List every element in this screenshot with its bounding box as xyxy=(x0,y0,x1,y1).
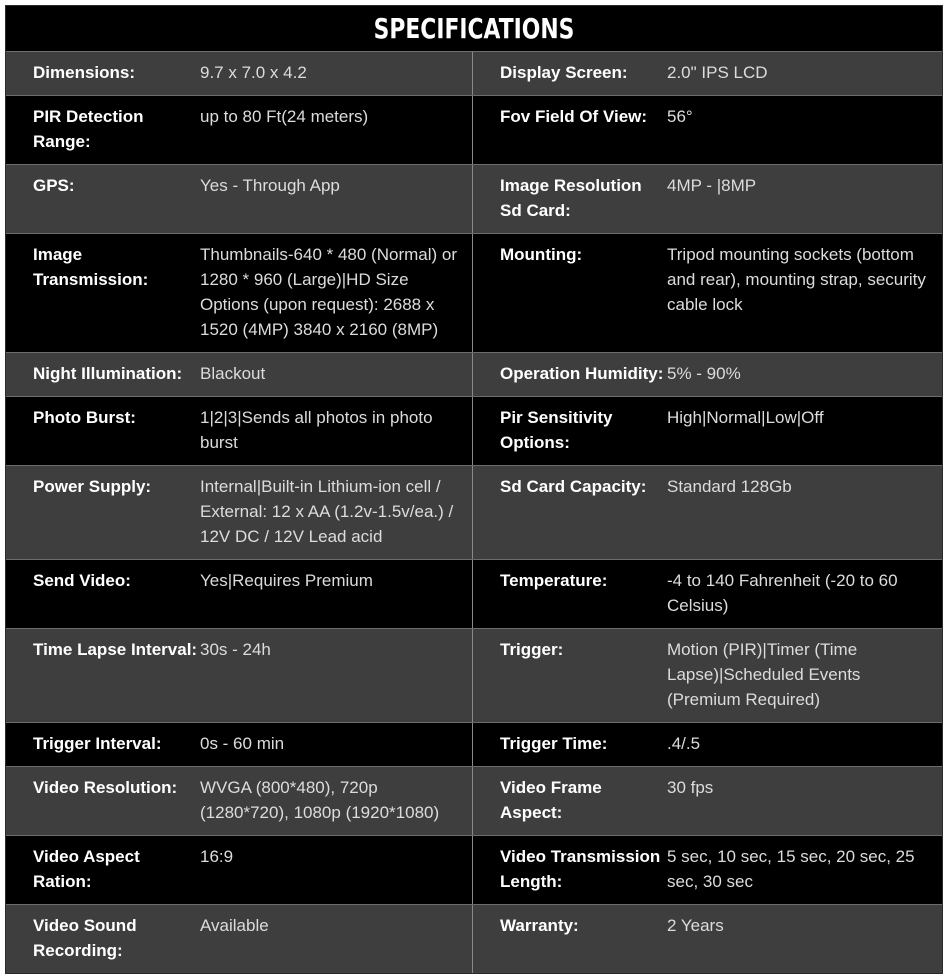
spec-value: 56° xyxy=(667,107,693,126)
spec-label: Power Supply: xyxy=(33,477,152,496)
spec-cell-trigger-time xyxy=(473,723,940,766)
spec-row xyxy=(6,904,942,973)
spec-label: Image Transmission: xyxy=(33,245,149,289)
spec-cell-video-frame-aspect xyxy=(473,767,940,835)
spec-label: Image Resolution Sd Card: xyxy=(500,176,642,220)
spec-value: .4/.5 xyxy=(667,734,701,753)
spec-label: Trigger: xyxy=(500,640,564,659)
spec-value: 1|2|3|Sends all photos in photo burst xyxy=(200,408,433,452)
spec-label: Trigger Interval: xyxy=(33,734,162,753)
spec-value: 5 sec, 10 sec, 15 sec, 20 sec, 25 sec, 30 sec xyxy=(667,847,915,891)
spec-row xyxy=(6,559,942,628)
spec-label: Photo Burst: xyxy=(33,408,136,427)
spec-label: Night Illumination: xyxy=(33,364,183,383)
spec-row xyxy=(6,396,942,465)
spec-cell-photo-burst xyxy=(6,397,473,465)
spec-value: Available xyxy=(200,916,269,935)
spec-label: Video Resolution: xyxy=(33,778,178,797)
spec-cell-video-resolution xyxy=(6,767,473,835)
spec-label: Fov Field Of View: xyxy=(500,107,648,126)
spec-row xyxy=(6,51,942,95)
spec-cell-fov xyxy=(473,96,940,164)
spec-cell-gps xyxy=(6,165,473,233)
spec-value: Blackout xyxy=(200,364,266,383)
spec-row xyxy=(6,766,942,835)
spec-value: Standard 128Gb xyxy=(667,477,792,496)
spec-cell-operation-humidity xyxy=(473,353,940,396)
spec-value: High|Normal|Low|Off xyxy=(667,408,824,427)
spec-row xyxy=(6,233,942,352)
spec-value: Thumbnails-640 * 480 (Normal) or 1280 * 960 (Large)|HD Size Options (upon request): 2688 x 1520 (4MP) 3840 x 2160 (8MP) xyxy=(200,245,457,339)
spec-cell-sd-card-capacity xyxy=(473,466,940,559)
spec-label: Time Lapse Interval: xyxy=(33,640,198,659)
spec-value: 0s - 60 min xyxy=(200,734,285,753)
spec-cell-video-transmission-length xyxy=(473,836,940,904)
spec-value: -4 to 140 Fahrenheit (-20 to 60 Celsius) xyxy=(667,571,898,615)
spec-label: Display Screen: xyxy=(500,63,628,82)
spec-cell-image-transmission xyxy=(6,234,473,352)
spec-value: 16:9 xyxy=(200,847,234,866)
specifications-title: SPECIFICATIONS xyxy=(109,6,839,51)
spec-cell-temperature xyxy=(473,560,940,628)
spec-label: Video Transmission Length: xyxy=(500,847,661,891)
spec-cell-mounting xyxy=(473,234,940,352)
spec-value: WVGA (800*480), 720p (1280*720), 1080p (1920*1080) xyxy=(200,778,440,822)
specifications-table xyxy=(5,5,943,974)
spec-label: Send Video: xyxy=(33,571,131,590)
spec-cell-video-sound-recording xyxy=(6,905,473,973)
spec-value: Yes|Requires Premium xyxy=(200,571,373,590)
spec-row xyxy=(6,722,942,766)
spec-value: 5% - 90% xyxy=(667,364,741,383)
spec-cell-pir-sensitivity xyxy=(473,397,940,465)
spec-row xyxy=(6,628,942,722)
spec-value: 2.0" IPS LCD xyxy=(667,63,768,82)
spec-cell-send-video xyxy=(6,560,473,628)
spec-label: Video Sound Recording: xyxy=(33,916,137,960)
spec-value: 4MP - |8MP xyxy=(667,176,757,195)
spec-value: Internal|Built-in Lithium-ion cell / External: 12 x AA (1.2v-1.5v/ea.) / 12V DC / 12V Lead acid xyxy=(200,477,454,546)
spec-row xyxy=(6,352,942,396)
spec-row xyxy=(6,164,942,233)
spec-cell-warranty xyxy=(473,905,940,973)
spec-cell-trigger-interval xyxy=(6,723,473,766)
spec-value: Motion (PIR)|Timer (Time Lapse)|Scheduled Events (Premium Required) xyxy=(667,640,861,709)
spec-label: Video Frame Aspect: xyxy=(500,778,602,822)
spec-cell-time-lapse-interval xyxy=(6,629,473,722)
spec-cell-pir-detection-range xyxy=(6,96,473,164)
spec-cell-trigger xyxy=(473,629,940,722)
spec-label: GPS: xyxy=(33,176,75,195)
spec-cell-display-screen xyxy=(473,52,940,95)
spec-value: 30s - 24h xyxy=(200,640,271,659)
spec-value: Tripod mounting sockets (bottom and rear), mounting strap, security cable lock xyxy=(667,245,926,314)
spec-value: 2 Years xyxy=(667,916,724,935)
spec-label: Sd Card Capacity: xyxy=(500,477,647,496)
spec-label: PIR Detection Range: xyxy=(33,107,144,151)
spec-cell-image-resolution xyxy=(473,165,940,233)
spec-value: 30 fps xyxy=(667,778,714,797)
spec-value: up to 80 Ft(24 meters) xyxy=(200,107,369,126)
spec-label: Pir Sensitivity Options: xyxy=(500,408,613,452)
spec-row xyxy=(6,835,942,904)
spec-label: Operation Humidity: xyxy=(500,364,664,383)
spec-row xyxy=(6,95,942,164)
spec-cell-power-supply xyxy=(6,466,473,559)
spec-label: Video Aspect Ration: xyxy=(33,847,140,891)
spec-label: Trigger Time: xyxy=(500,734,608,753)
spec-value: 9.7 x 7.0 x 4.2 xyxy=(200,63,307,82)
spec-label: Temperature: xyxy=(500,571,608,590)
spec-label: Dimensions: xyxy=(33,63,136,82)
spec-label: Warranty: xyxy=(500,916,579,935)
spec-row xyxy=(6,465,942,559)
spec-cell-night-illumination xyxy=(6,353,473,396)
spec-value: Yes - Through App xyxy=(200,176,340,195)
spec-label: Mounting: xyxy=(500,245,583,264)
spec-cell-dimensions xyxy=(6,52,473,95)
spec-cell-video-aspect-ration xyxy=(6,836,473,904)
